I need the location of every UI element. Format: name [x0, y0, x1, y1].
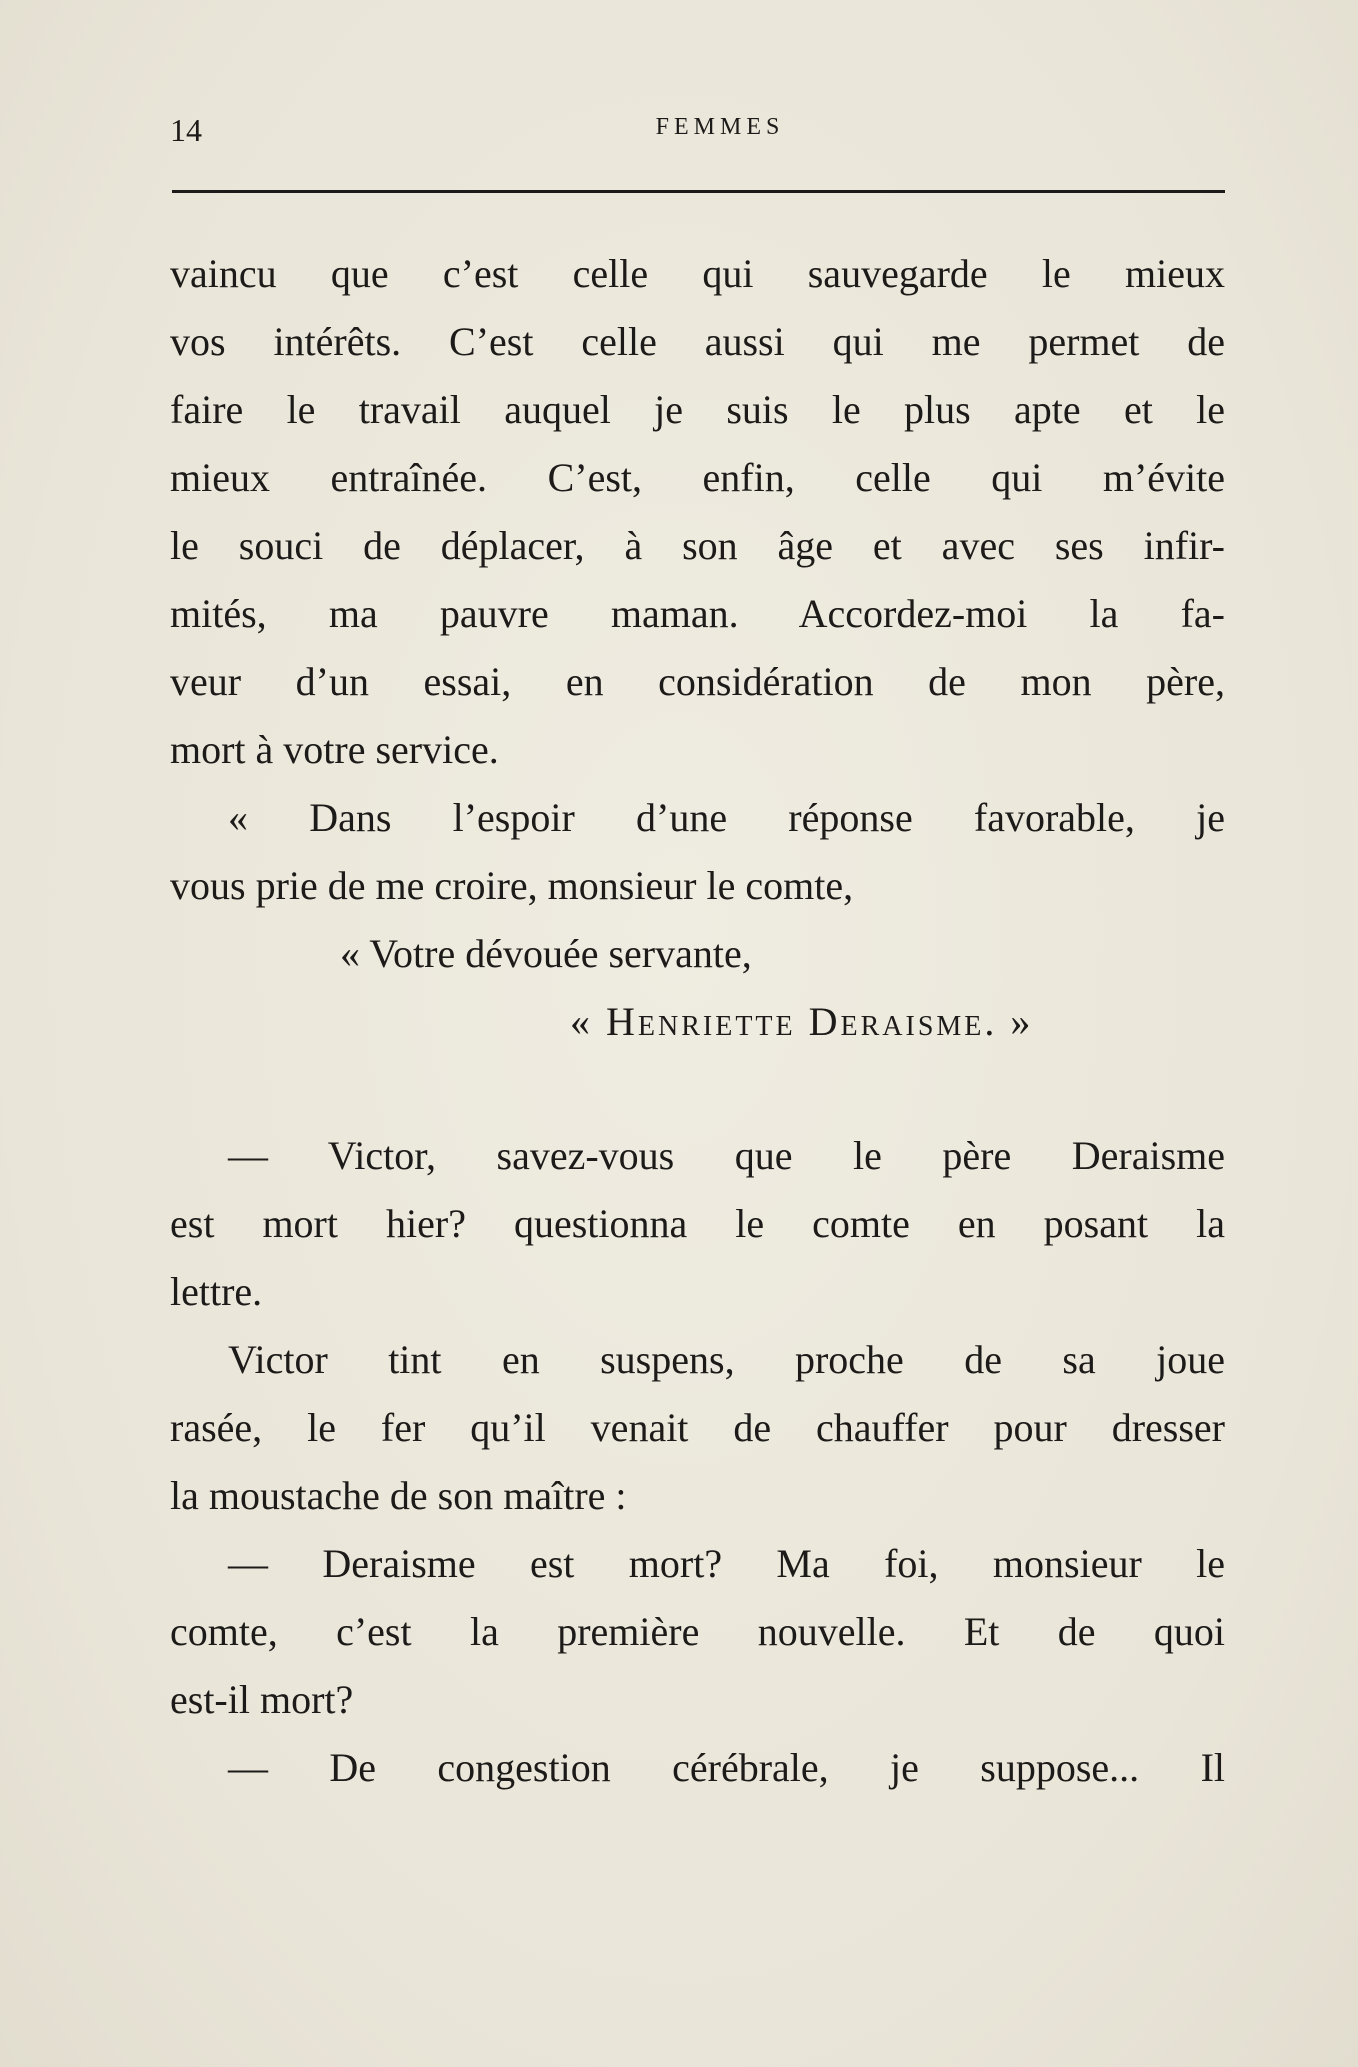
text-line: comte, c’est la première nouvelle. Et de quoi [170, 1609, 1225, 1654]
text-line: vaincu que c’est celle qui sauvegarde le mieux [170, 251, 1225, 296]
text-line: est-il mort? [170, 1677, 354, 1722]
text-line: est mort hier? questionna le comte en posant la [170, 1201, 1225, 1246]
text-line: rasée, le fer qu’il venait de chauffer pour dresser [170, 1405, 1225, 1450]
text-line: veur d’un essai, en considération de mon père, [170, 659, 1225, 704]
text-line: vous prie de me croire, monsieur le comte, [170, 863, 854, 908]
running-title: FEMMES [655, 114, 785, 140]
body-text [170, 240, 1225, 1802]
text-line: vos intérêts. C’est celle aussi qui me permet de [170, 319, 1225, 364]
closing-line: « Votre dévouée servante, [340, 931, 752, 976]
text-line: la moustache de son maître : [170, 1473, 627, 1518]
text-line: faire le travail auquel je suis le plus apte et le [170, 387, 1225, 432]
text-line: mort à votre service. [170, 727, 499, 772]
page-number: 14 [170, 112, 202, 148]
text-line: mieux entraînée. C’est, enfin, celle qui m’évite [170, 455, 1225, 500]
signature-line: « Henriette Deraisme. » [570, 999, 1034, 1044]
header-rule [172, 190, 1225, 193]
text-line: mités, ma pauvre maman. Accordez-moi la fa- [170, 591, 1225, 636]
running-head [170, 112, 1225, 162]
text-line: — Deraisme est mort? Ma foi, monsieur le [228, 1541, 1225, 1586]
paragraph-gap [170, 1056, 1225, 1122]
text-line: — Victor, savez-vous que le père Deraisme [228, 1133, 1225, 1178]
text-line: le souci de déplacer, à son âge et avec ses infir- [170, 523, 1225, 568]
text-line: lettre. [170, 1269, 263, 1314]
text-line: « Dans l’espoir d’une réponse favorable, je [228, 795, 1225, 840]
text-line: Victor tint en suspens, proche de sa joue [228, 1337, 1225, 1382]
text-line: — De congestion cérébrale, je suppose... Il [228, 1745, 1225, 1790]
